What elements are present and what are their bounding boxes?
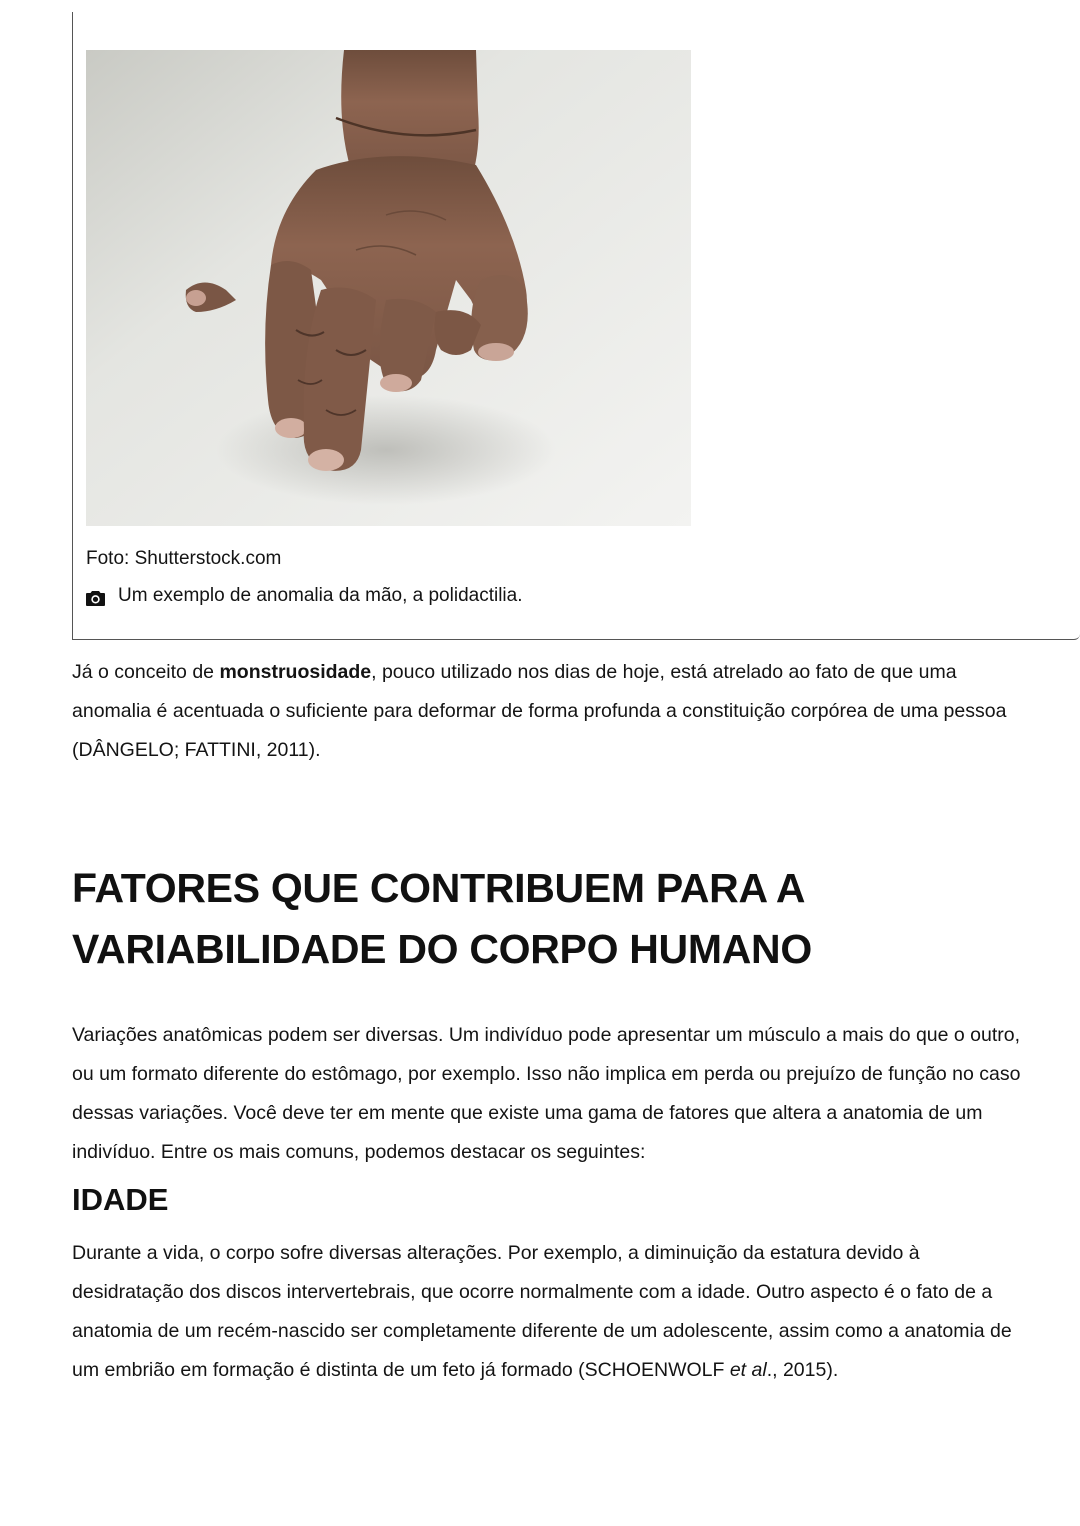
figure-caption xyxy=(86,583,523,609)
hand-photo xyxy=(86,50,691,526)
paragraph-text: Já o conceito de xyxy=(72,661,220,683)
camera-icon xyxy=(86,588,105,604)
photo-credit: Foto: Shutterstock.com xyxy=(86,548,282,569)
paragraph-text: Durante a vida, o corpo sofre diversas alterações. Por exemplo, a diminuição da estatura devido à desidratação dos discos intervertebrais, que ocorre normalmente com a idade. Outro aspecto é o fato de a anatomia de um recém-nascido ser completamente diferente de um adolescente, assim como a anatomia de um embrião em formação é distinta de um feto já formado (SCHOENWOLF xyxy=(72,1242,1012,1381)
subheading-idade: IDADE xyxy=(72,1182,169,1217)
paragraph-text: , pouco utilizado nos dias de hoje, está atrelado ao fato de que uma anomalia é acentuada o suficiente para deformar de forma profunda a constituição corpórea de uma pessoa (DÂNGELO; FATTINI, 2011). xyxy=(72,661,1007,761)
bold-term: monstruosidade xyxy=(219,661,372,683)
paragraph-monstruosidade xyxy=(72,653,1022,770)
italic-term: et al xyxy=(729,1359,767,1381)
section-heading-line: VARIABILIDADE DO CORPO HUMANO xyxy=(72,926,812,972)
section-heading xyxy=(72,858,972,980)
section-heading-line: FATORES QUE CONTRIBUEM PARA A xyxy=(72,865,806,911)
paragraph-idade xyxy=(72,1234,1022,1390)
caption-text: Um exemplo de anomalia da mão, a polidactilia. xyxy=(118,585,523,606)
paragraph-variacoes: Variações anatômicas podem ser diversas. Um indivíduo pode apresentar um músculo a mais do que o outro, ou um formato diferente do estômago, por exemplo. Isso não implica em perda ou prejuízo de função no caso dessas variações. Você deve ter em mente que existe uma gama de fatores que altera a anatomia de um indivíduo. Entre os mais comuns, podemos destacar os seguintes: xyxy=(72,1024,1021,1163)
paragraph-text: ., 2015). xyxy=(766,1359,839,1381)
